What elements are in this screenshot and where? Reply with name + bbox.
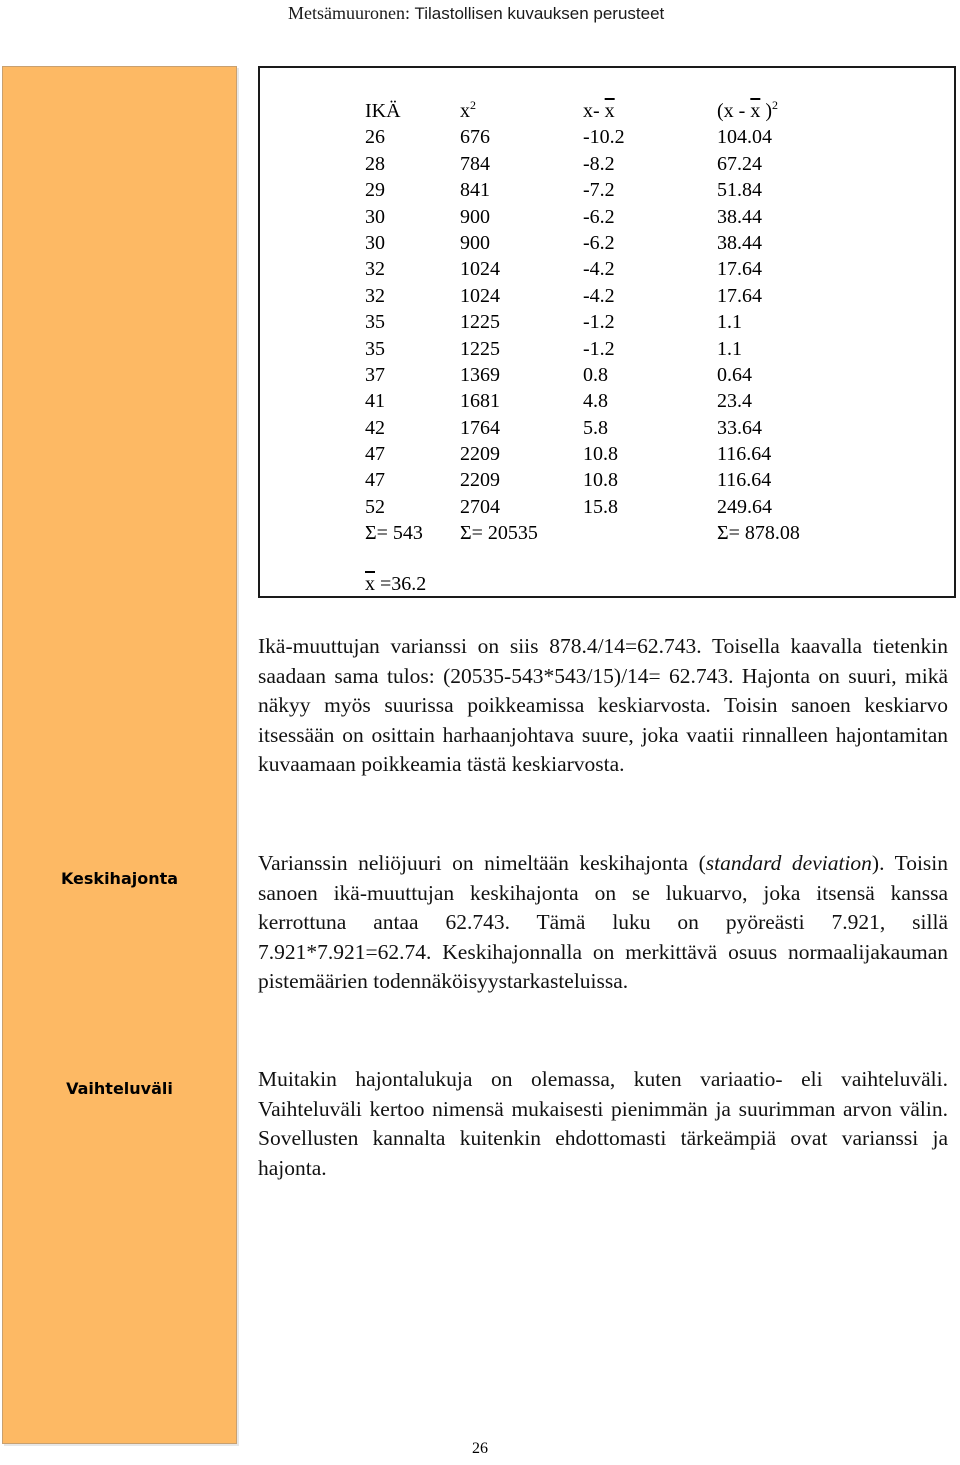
cell-deviation: 0.8 — [583, 363, 608, 386]
cell-age: 41 — [365, 390, 385, 413]
cell-x-squared: 1024 — [460, 284, 500, 307]
cell-x-squared: 1764 — [460, 416, 500, 439]
cell-x-squared: 2704 — [460, 495, 500, 518]
calculation-table-box — [258, 66, 956, 598]
mean-value: $\overline{x} =36.2$ — [365, 573, 427, 595]
cell-x-squared: 841 — [460, 179, 490, 202]
cell-x-squared: 676 — [460, 126, 490, 149]
cell-deviation: -8.2 — [583, 152, 615, 175]
cell-squared-deviation: 0.64 — [717, 363, 752, 386]
cell-deviation: 4.8 — [583, 390, 608, 413]
cell-x-squared: 1225 — [460, 337, 500, 360]
cell-squared-deviation: 17.64 — [717, 258, 762, 281]
header-title: Tilastollisen kuvauksen perusteet — [414, 4, 665, 23]
cell-x-squared: 2209 — [460, 469, 500, 492]
cell-x-squared: 2209 — [460, 443, 500, 466]
cell-squared-deviation: 17.64 — [717, 284, 762, 307]
header-age: IKÄ — [365, 100, 401, 122]
cell-squared-deviation: 1.1 — [717, 311, 742, 334]
cell-x-squared: 1369 — [460, 363, 500, 386]
header-deviation: x- $\overline{x}$ — [583, 100, 615, 122]
cell-age: 47 — [365, 469, 385, 492]
cell-x-squared: 900 — [460, 231, 490, 254]
cell-squared-deviation: 104.04 — [717, 126, 772, 149]
cell-squared-deviation: 38.44 — [717, 231, 762, 254]
cell-age: 30 — [365, 231, 385, 254]
page-header — [288, 3, 664, 24]
cell-deviation: -4.2 — [583, 284, 615, 307]
cell-x-squared: 1681 — [460, 390, 500, 413]
sum-x-squared: Σ= 20535 — [460, 522, 538, 545]
cell-squared-deviation: 249.64 — [717, 495, 772, 518]
cell-deviation: -6.2 — [583, 205, 615, 228]
sidebar-label-vaihteluvali: Vaihteluväli — [66, 1079, 173, 1098]
cell-x-squared: 1024 — [460, 258, 500, 281]
cell-age: 32 — [365, 258, 385, 281]
cell-deviation: -1.2 — [583, 337, 615, 360]
cell-squared-deviation: 38.44 — [717, 205, 762, 228]
margin-sidebar — [2, 66, 237, 1444]
range-paragraph: Muitakin hajontalukuja on olemassa, kuten variaatio- eli vaihteluväli. Vaihteluväli kertoo nimensä mukaisesti pienimmän ja suurimman arvon välin. Sovellusten kannalta kuitenkin ehdottomasti tärkeämpiä ovat varianssi ja hajonta. — [258, 1067, 948, 1180]
variance-paragraph: Ikä-muuttujan varianssi on siis 878.4/14=62.743. Toisella kaavalla tietenkin saadaan sama tulos: (20535-543*543/15)/14= 62.743. Hajonta on suuri, mikä näkyy myös suurissa poikkeamissa keskiarvosta. Toisin sanoen keskiarvo itsessään on osittain harhaanjohtava suure, joka vaatii rinnalleen hajontamitan kuvaamaan poikkeamia tästä keskiarvosta. — [258, 634, 948, 776]
std-deviation-paragraph: Varianssin neliöjuuri on nimeltään keskihajonta (standard deviation). Toisin sanoen ikä-muuttujan keskihajonta on se lukuarvo, joka itsensä kanssa kerrottuna antaa 62.743. Tämä luku on pyöreästi 7.921, sillä 7.921*7.921=62.74. Keskihajonnalla on merkittävä osuus normaalijakauman pistemäärien todennäköisyystarkasteluissa. — [258, 851, 949, 993]
cell-age: 30 — [365, 205, 385, 228]
cell-age: 28 — [365, 152, 385, 175]
cell-squared-deviation: 1.1 — [717, 337, 742, 360]
cell-deviation: -4.2 — [583, 258, 615, 281]
cell-deviation: 15.8 — [583, 495, 618, 518]
cell-squared-deviation: 67.24 — [717, 152, 762, 175]
cell-age: 29 — [365, 179, 385, 202]
cell-age: 32 — [365, 284, 385, 307]
cell-deviation: -1.2 — [583, 311, 615, 334]
cell-squared-deviation: 116.64 — [717, 469, 772, 492]
cell-deviation: 10.8 — [583, 469, 618, 492]
cell-squared-deviation: 23.4 — [717, 390, 752, 413]
cell-squared-deviation: 33.64 — [717, 416, 762, 439]
cell-age: 47 — [365, 443, 385, 466]
cell-deviation: -10.2 — [583, 126, 625, 149]
cell-deviation: 5.8 — [583, 416, 608, 439]
cell-squared-deviation: 116.64 — [717, 443, 772, 466]
cell-squared-deviation: 51.84 — [717, 179, 762, 202]
header-squared-deviation: ($x - \overline{x}$ )$^2$ — [717, 98, 778, 122]
sidebar-label-keskihajonta: Keskihajonta — [60, 869, 179, 888]
cell-age: 37 — [365, 363, 385, 386]
cell-deviation: -6.2 — [583, 231, 615, 254]
sum-squared-deviation: Σ= 878.08 — [717, 522, 800, 545]
sum-age: Σ= 543 — [365, 522, 423, 545]
cell-x-squared: 900 — [460, 205, 490, 228]
cell-age: 52 — [365, 495, 385, 518]
cell-x-squared: 1225 — [460, 311, 500, 334]
cell-x-squared: 784 — [460, 152, 490, 175]
cell-age: 42 — [365, 416, 385, 439]
cell-age: 35 — [365, 337, 385, 360]
page-number: 26 — [472, 1440, 488, 1457]
header-author: Metsämuuronen: — [288, 3, 410, 23]
cell-age: 35 — [365, 311, 385, 334]
header-x-squared: $x^2$ — [460, 98, 476, 122]
cell-age: 26 — [365, 126, 385, 149]
cell-deviation: 10.8 — [583, 443, 618, 466]
cell-deviation: -7.2 — [583, 179, 615, 202]
